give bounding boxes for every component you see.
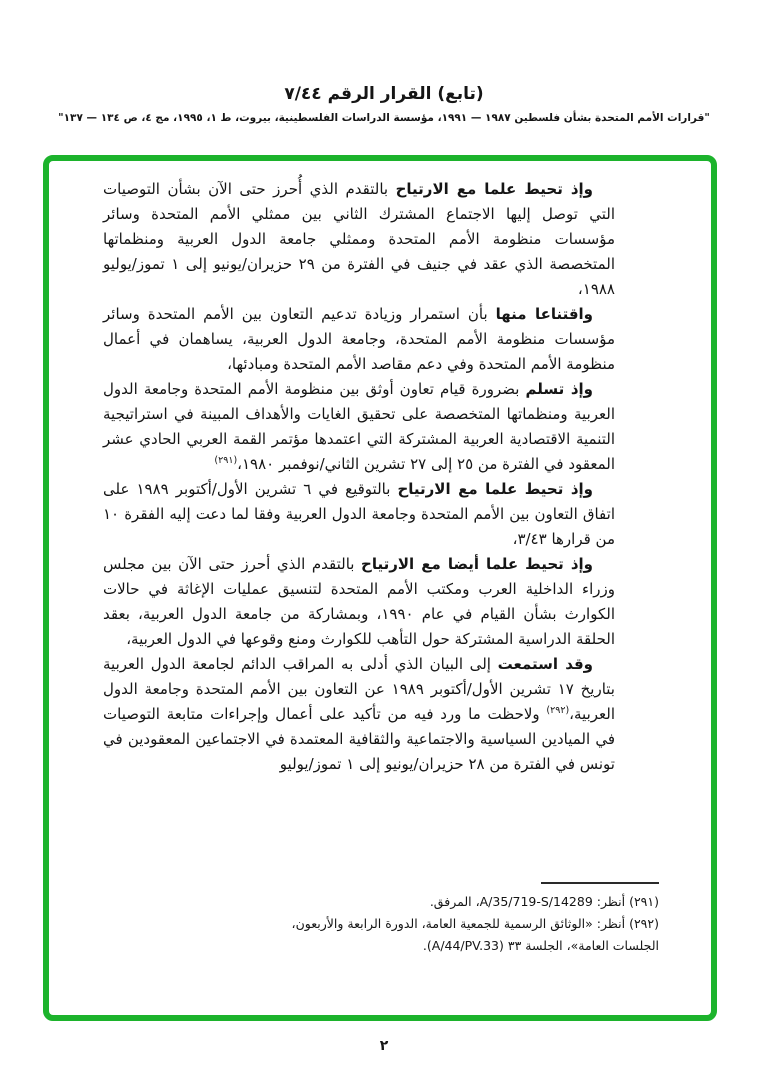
footnote-marker: (٢٩١) bbox=[625, 894, 659, 909]
paragraph-lead: وقد استمعت bbox=[497, 655, 594, 673]
body-paragraph: وقد استمعت إلى البيان الذي أدلى به المراقب الدائم لجامعة الدول العربية بتاريخ ١٧ تشرين الأول/أكتوبر ١٩٨٩ عن التعاون بين الأمم المتحدة وجامعة الدول العربية،$^{(٢٩٢)}$ ولاحظت ما ورد فيه من تأكيد على أعمال وإجراءات متابعة التوصيات في الميادين السياسية والاجتماعية والثقافية المعتمدة في الاجتماعين المعقودين في تونس في الفترة من ٢٨ حزيران/يونيو إلى ١ تموز/يوليو bbox=[103, 655, 615, 773]
footnotes-block bbox=[271, 882, 659, 957]
footnote-text: أنظر: A/35/719-S/14289، المرفق. bbox=[429, 894, 626, 909]
body-paragraph: وإذ تحيط علما أيضا مع الارتياح بالتقدم الذي أحرز حتى الآن بين مجلس وزراء الداخلية العرب ومكتب الأمم المتحدة لتنسيق عمليات الإغاثة في حالات الكوارث بشأن القيام في عام ١٩٩٠، وبمشاركة من جامعة الدول العربية، بعقد الحلقة الدراسية المشتركة حول التأهب للكوارث ومنع وقوعها في الدول العربية، bbox=[103, 555, 615, 648]
page-title: (تابع) القرار الرقم ٧/٤٤ bbox=[284, 84, 484, 104]
footnote-marker: (٢٩٢) bbox=[625, 916, 659, 931]
body-paragraph: وإذ تحيط علما مع الارتياح بالتقدم الذي أُحرز حتى الآن بشأن التوصيات التي توصل إليها الاجتماع المشترك الثاني بين ممثلي الأمم المتحدة وسائر مؤسسات منظومة الأمم المتحدة وممثلي جامعة الدول العربية ومنظماتها المتخصصة الذي عقد في جنيف في الفترة من ٢٩ حزيران/يونيو إلى ١ تموز/يوليو ١٩٨٨، bbox=[103, 180, 615, 298]
footnote-item bbox=[271, 891, 659, 913]
footnote-item bbox=[271, 913, 659, 957]
body-paragraph: وإذ تسلم بضرورة قيام تعاون أوثق بين منظومة الأمم المتحدة وجامعة الدول العربية ومنظماتها المتخصصة على تحقيق الغايات والأهداف المبينة في استراتيجية التنمية الاقتصادية العربية المشتركة التي اعتمدها مؤتمر القمة العربي الحادي عشر المعقود في الفترة من ٢٥ إلى ٢٧ تشرين الثاني/نوفمبر ١٩٨٠،$^{(٢٩١)}$ bbox=[103, 380, 615, 473]
body-paragraph: واقتناعا منها بأن استمرار وزيادة تدعيم التعاون بين الأمم المتحدة وسائر مؤسسات منظومة الأمم المتحدة، وجامعة الدول العربية، يساهمان في أعمال منظومة الأمم المتحدة وفي دعم مقاصد الأمم المتحدة ومبادئها، bbox=[103, 305, 615, 373]
page-number: ٢ bbox=[379, 1038, 389, 1054]
paragraph-lead: وإذ تحيط علما أيضا مع الارتياح bbox=[361, 555, 594, 573]
paragraph-lead: وإذ تحيط علما مع الارتياح bbox=[397, 480, 594, 498]
paragraph-lead: وإذ تحيط علما مع الارتياح bbox=[395, 180, 593, 198]
footnote-ref: (٢٩١) bbox=[214, 455, 238, 466]
green-frame bbox=[43, 155, 717, 1021]
source-citation-line: "قرارات الأمم المتحدة بشأن فلسطين ١٩٨٧ — ١٩٩١، مؤسسة الدراسات الفلسطينية، بيروت، ط ١، ١٩٩٥، مج ٤، ص ١٣٤ — ١٣٧" bbox=[58, 112, 710, 124]
footnote-ref: (٢٩٢) bbox=[546, 705, 570, 716]
footnote-separator bbox=[541, 882, 659, 884]
body-text bbox=[103, 177, 615, 777]
paragraph-lead: وإذ تسلم bbox=[525, 380, 593, 398]
body-paragraph: وإذ تحيط علما مع الارتياح بالتوقيع في ٦ تشرين الأول/أكتوبر ١٩٨٩ على اتفاق التعاون بين الأمم المتحدة وجامعة الدول العربية وفقا لما دعت إليه الفقرة ١٠ من قرارها ٣/٤٣، bbox=[103, 480, 615, 548]
footnote-text: أنظر: «الوثائق الرسمية للجمعية العامة، الدورة الرابعة والأربعون، الجلسات العامة»، الجلسة ٣٣ (A/44/PV.33). bbox=[291, 916, 659, 953]
paragraph-lead: واقتناعا منها bbox=[495, 305, 593, 323]
